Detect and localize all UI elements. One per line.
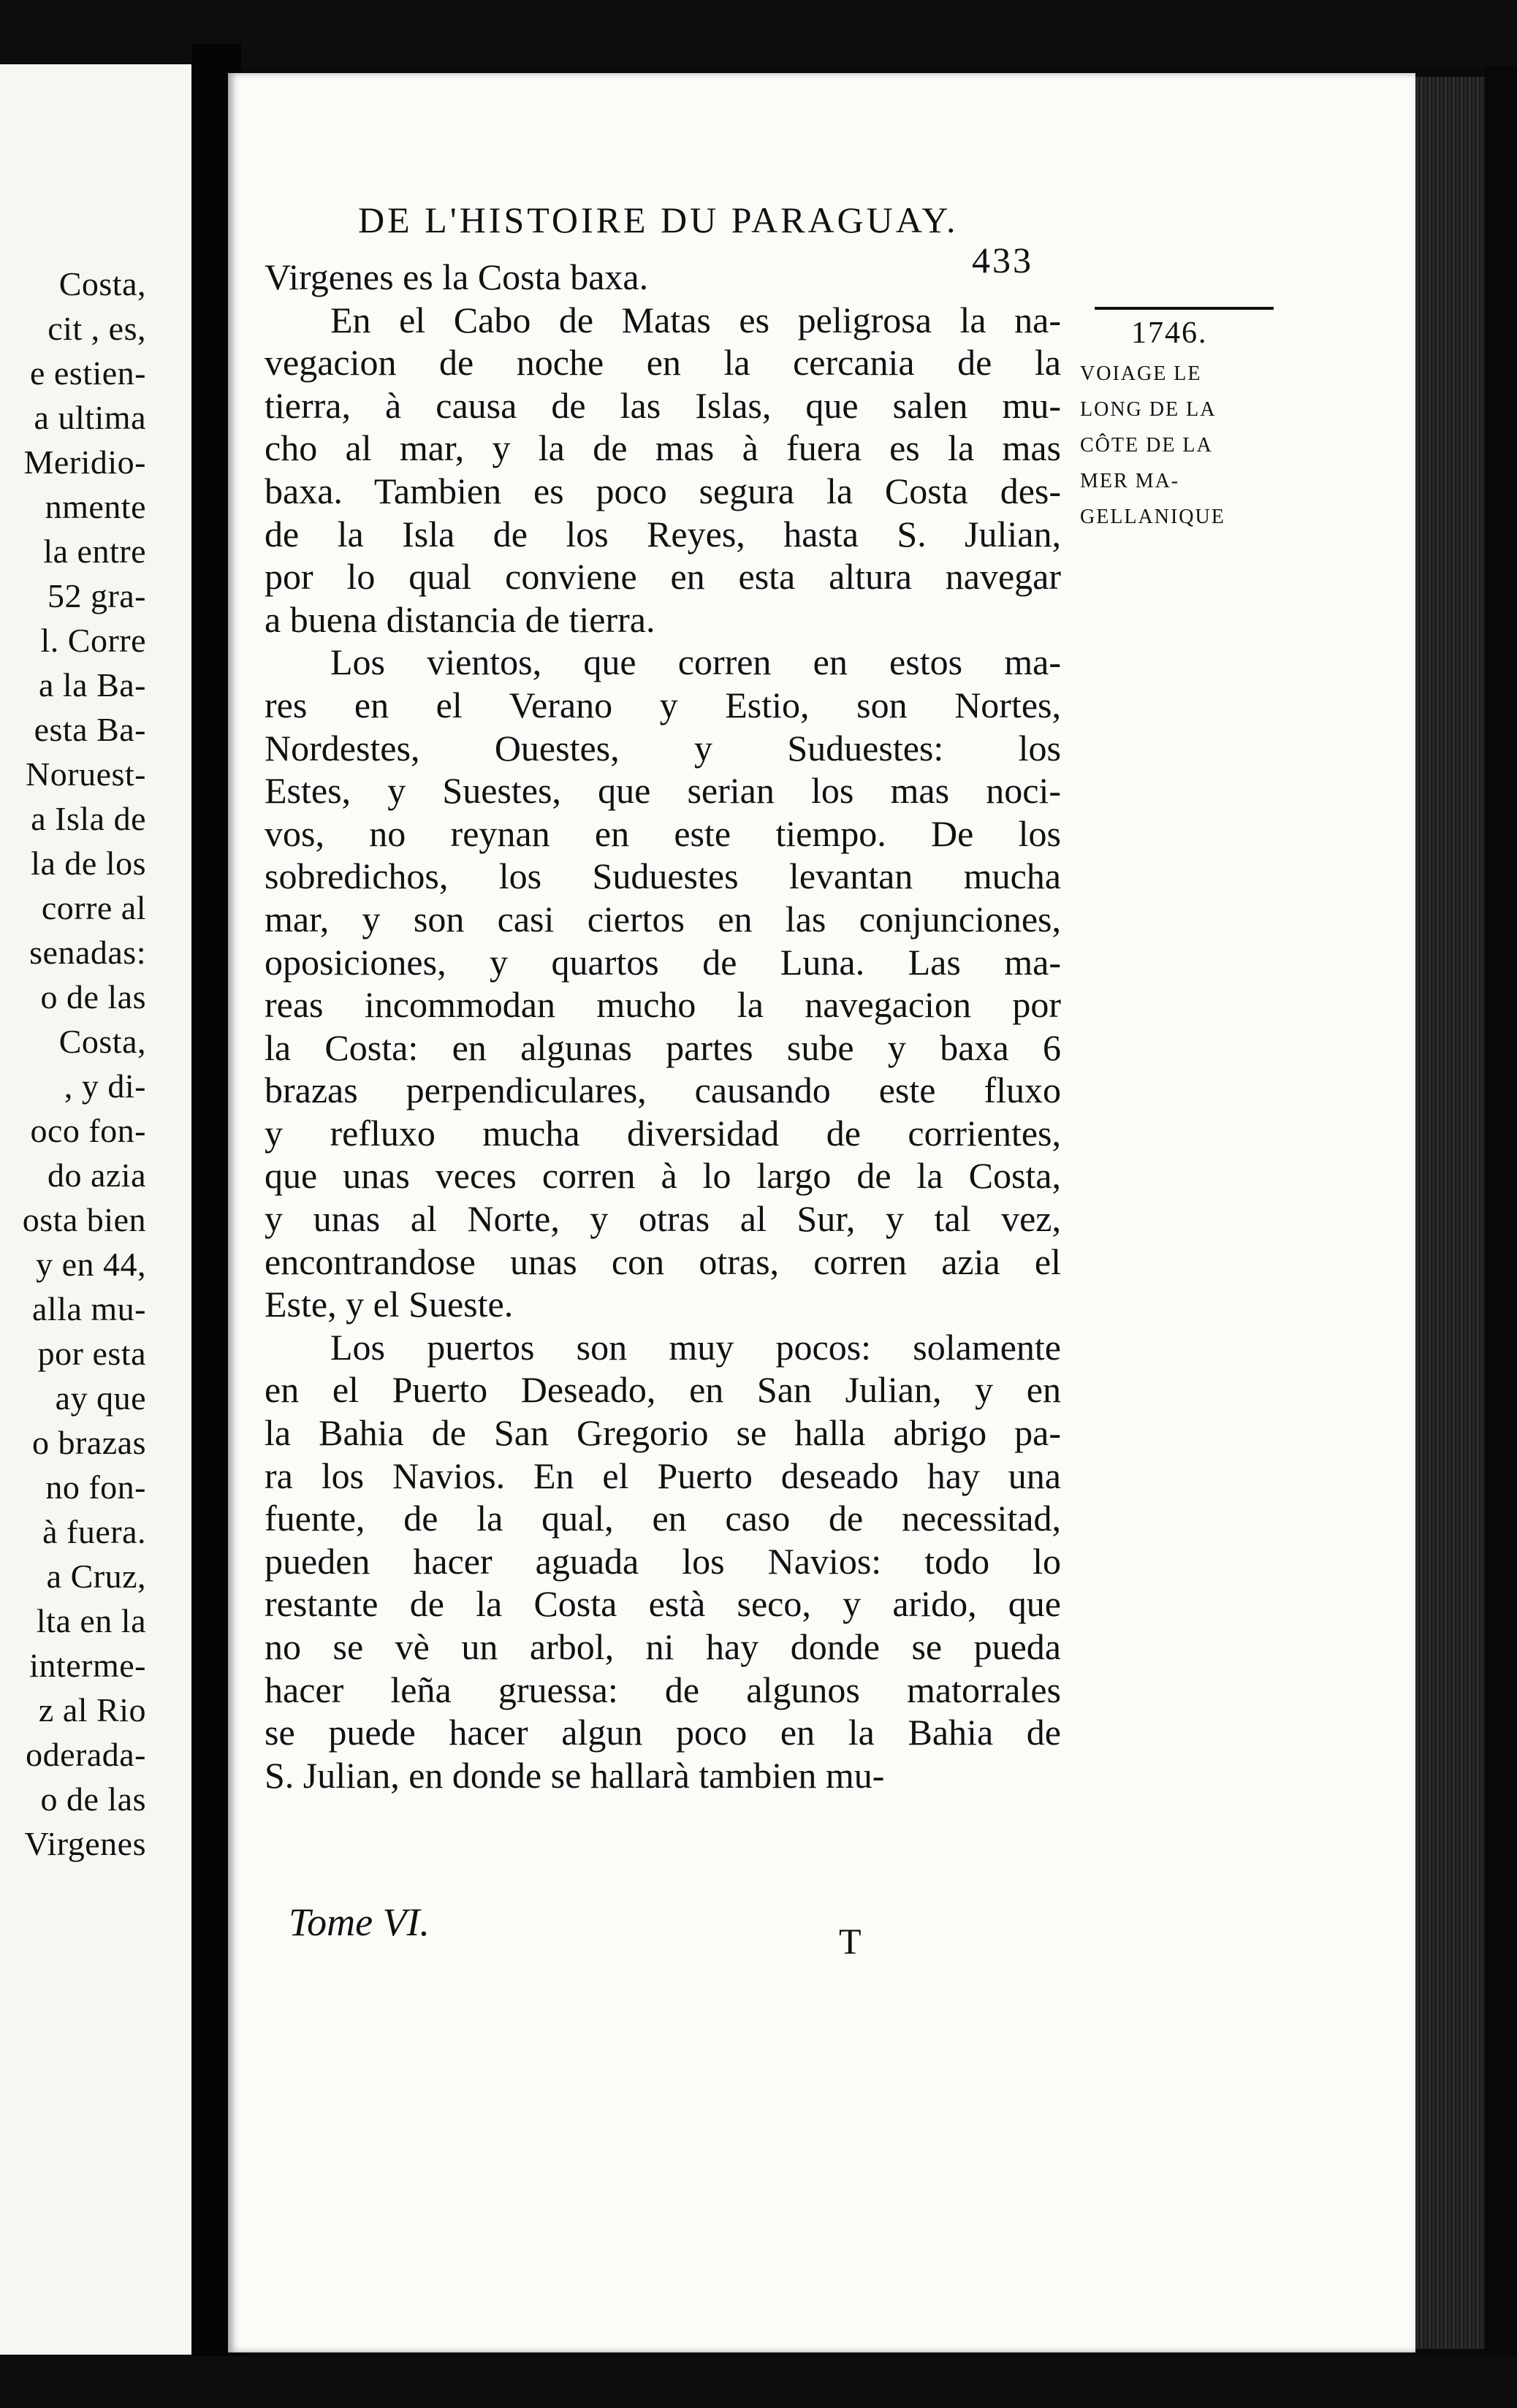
text-line: Virgenes es la Costa baxa. [265,256,649,297]
facing-page-line: e estien- [29,354,146,392]
facing-page-line: esta Ba- [34,711,146,748]
facing-page-line: ay que [55,1379,146,1417]
facing-page-line: interme- [29,1647,146,1684]
facing-page-line: , y di- [64,1067,146,1105]
text-line: reas incommodan mucho la navegacion por [265,984,1061,1026]
body-text [265,256,1061,1797]
text-line: Nordestes, Ouestes, y Suduestes: los [265,727,1061,769]
facing-page-line: no fon- [45,1468,146,1506]
text-line: vos, no reynan en este tiempo. De los [265,812,1061,854]
text-line: ra los Navios. En el Puerto deseado hay una [265,1455,1061,1496]
facing-page-line: alla mu- [32,1290,146,1327]
text-line: S. Julian, en donde se hallarà tambien mu- [265,1754,885,1796]
scan-border-right [1485,66,1517,2360]
facing-page-line: l. Corre [40,622,146,659]
text-line: tierra, à causa de las Islas, que salen mu- [265,384,1061,426]
facing-page-line: a la Ba- [38,666,146,704]
facing-page-line: Meridio- [23,443,146,481]
text-line: hacer leña gruessa: de algunos matorrales [265,1669,1061,1710]
text-line: Los vientos, que corren en estos ma- [330,641,1061,683]
facing-page-line: 52 gra- [47,577,146,614]
text-line: Estes, y Suestes, que serian los mas noci- [265,770,1061,812]
facing-page-line: o de las [40,978,146,1016]
margin-note [1080,316,1285,535]
facing-page-line: oco fon- [30,1112,146,1149]
text-line: y unas al Norte, y otras al Sur, y tal vez, [265,1198,1061,1240]
text-line: sobredichos, los Suduestes levantan mucha [265,856,1061,897]
facing-page-line: a Isla de [31,800,146,837]
facing-page-line: Noruest- [26,755,146,793]
text-line: de la Isla de los Reyes, hasta S. Julian, [265,513,1061,555]
text-line: oposiciones, y quartos de Luna. Las ma- [265,941,1061,983]
text-line: brazas perpendiculares, causando este fluxo [265,1070,1061,1111]
facing-page-line: senadas: [29,934,146,971]
margin-line: MER MA- [1080,470,1180,492]
facing-page-line: a ultima [34,399,146,436]
signature-mark: T [839,1921,862,1962]
facing-page-fragment [0,64,191,2355]
facing-page-line: la entre [43,533,146,570]
margin-lines [1080,356,1285,535]
facing-page-line: Virgenes [24,1825,146,1862]
text-line: y refluxo mucha diversidad de corrientes, [265,1112,1061,1154]
text-line: la Costa: en algunas partes sube y baxa 6 [265,1026,1061,1068]
text-line: pueden hacer aguada los Navios: todo lo [265,1540,1061,1582]
facing-page-line: Costa, [58,1023,146,1060]
text-line: a buena distancia de tierra. [265,598,655,640]
text-line: fuente, de la qual, en caso de necessitad, [265,1498,1061,1539]
margin-line: LONG DE LA [1080,398,1217,421]
margin-line: GELLANIQUE [1080,506,1225,528]
facing-page-line: cit , es, [47,310,146,347]
running-head: DE L'HISTOIRE DU PARAGUAY. [358,199,959,240]
page-number: 433 [972,240,1033,281]
text-line: encontrandose unas con otras, corren azia el [265,1241,1061,1282]
text-line: cho al mar, y la de mas à fuera es la mas [265,427,1061,469]
margin-line: CÔTE DE LA [1080,434,1213,457]
text-line: vegacion de noche en la cercania de la [265,342,1061,384]
text-line: restante de la Costa està seco, y arido, que [265,1583,1061,1625]
text-line: Este, y el Sueste. [265,1284,514,1325]
text-line: baxa. Tambien es poco segura la Costa des- [265,470,1061,511]
footer-tome: Tome VI. [289,1900,430,1944]
facing-page-line: o brazas [32,1424,146,1461]
text-line: res en el Verano y Estio, son Nortes, [265,684,1061,725]
scan-border-bottom [0,2356,1517,2408]
margin-rule [1095,307,1274,310]
facing-page-line: por esta [37,1335,146,1372]
text-line: se puede hacer algun poco en la Bahia de [265,1712,1061,1753]
text-line: por lo qual conviene en esta altura navegar [265,556,1061,598]
text-line: Los puertos son muy pocos: solamente [330,1326,1061,1368]
facing-page-line: la de los [31,845,146,882]
facing-page-line: à fuera. [42,1513,146,1550]
facing-page-line: corre al [41,889,146,926]
facing-page-line: osta bien [22,1201,146,1238]
text-line: la Bahia de San Gregorio se halla abrigo pa- [265,1412,1061,1454]
text-line: en el Puerto Deseado, en San Julian, y en [265,1369,1061,1411]
facing-page-line: oderada- [26,1736,146,1773]
margin-year: 1746. [1131,316,1208,350]
text-line: En el Cabo de Matas es peligrosa la na- [330,299,1061,340]
facing-page-line: nmente [45,488,146,525]
margin-line: VOIAGE LE [1080,362,1202,385]
facing-page-line: lta en la [36,1602,146,1639]
text-line: mar, y son casi ciertos en las conjunciones, [265,898,1061,940]
facing-page-line: o de las [40,1780,146,1818]
text-line: no se vè un arbol, ni hay donde se pueda [265,1626,1061,1667]
facing-page-line: z al Rio [38,1691,146,1729]
facing-page-line: y en 44, [36,1246,146,1283]
facing-page-line: a Cruz, [46,1558,146,1595]
facing-page-line: Costa, [58,265,146,302]
facing-page-line: do azia [47,1157,146,1194]
facing-page-text [0,262,146,1866]
page-edges [1415,77,1485,2349]
text-line: que unas veces corren à lo largo de la Costa, [265,1155,1061,1197]
